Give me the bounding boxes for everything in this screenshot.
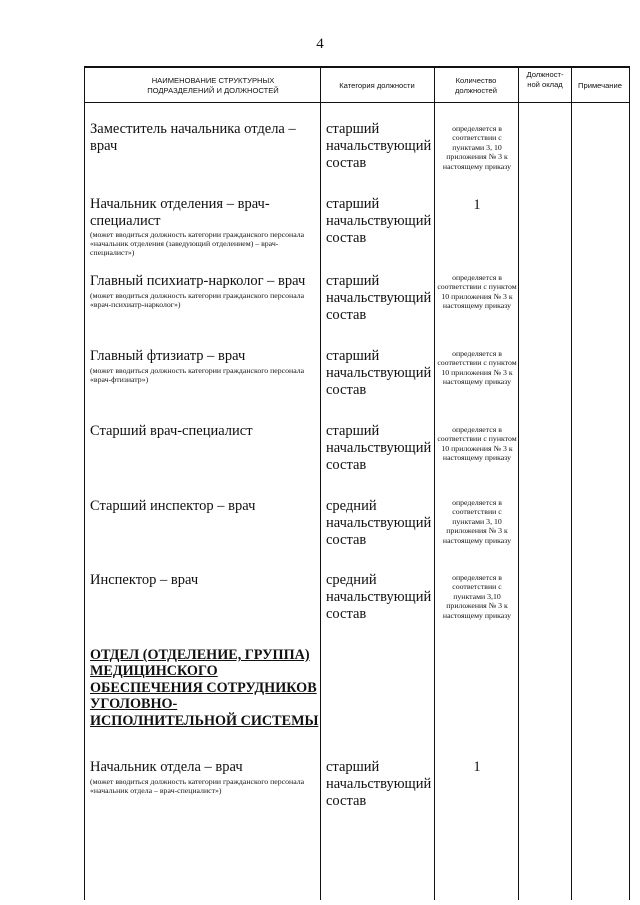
page-number: 4 [316,36,324,52]
position-cell [90,423,316,440]
header-salary: Должност-ной оклад [526,70,564,89]
quantity-cell: определяется в соответствии с пунктом 10 приложения № 3 к настоящему приказу [437,349,517,387]
position-name: Начальник отдела – врач [90,759,243,775]
position-cell [90,196,316,258]
section-heading: ОТДЕЛ (ОТДЕЛЕНИЕ, ГРУППА) МЕДИЦИНСКОГО ОБЕСПЕЧЕНИЯ СОТРУДНИКОВ УГОЛОВНО-ИСПОЛНИТЕЛЬНОЙ СИСТЕМЫ [90,647,319,729]
table-right-border [629,66,630,900]
quantity-cell: 1 [473,197,481,213]
category-cell: старший начальствующий состав [326,759,432,809]
column-divider-category [320,66,321,900]
quantity-cell: определяется в соответствии с пунктами 3, 10 приложения № 3 к настоящему приказу [442,124,512,171]
position-cell [90,572,316,589]
category-cell: старший начальствующий состав [326,423,432,473]
quantity-cell: определяется в соответствии с пунктами 3, 10 приложения № 3 к настоящему приказу [442,498,512,545]
quantity-cell: 1 [473,759,481,775]
position-cell [90,498,316,515]
position-name: Главный психиатр-нарколог – врач [90,273,306,289]
category-cell: старший начальствующий состав [326,196,432,246]
header-name: НАИМЕНОВАНИЕ СТРУКТУРНЫХ ПОДРАЗДЕЛЕНИЙ И ДОЛЖНОСТЕЙ [147,76,279,95]
category-cell: средний начальствующий состав [326,498,432,548]
position-name: Старший врач-специалист [90,423,253,439]
position-cell [90,759,316,795]
category-cell: средний начальствующий состав [326,572,432,622]
header-quantity: Количество должностей [454,76,498,95]
position-note: (может вводиться должность категории гражданского персонала «врач-фтизиатр») [90,365,305,384]
table-header-rule [84,102,630,103]
table-top-rule [84,66,630,68]
position-cell [90,121,316,154]
position-note: (может вводиться должность категории гражданского персонала «начальник отделения (заведующий отделением) – врач-специалист») [90,230,305,258]
column-divider-salary [518,66,519,900]
table-left-border [84,66,85,900]
position-note: (может вводиться должность категории гражданского персонала «врач-психиатр-нарколог») [90,290,305,309]
position-name: Инспектор – врач [90,572,199,588]
category-cell: старший начальствующий состав [326,348,432,398]
position-name: Начальник отделения – врач-специалист [90,196,270,229]
position-name: Старший инспектор – врач [90,498,256,514]
position-cell [90,273,316,309]
quantity-cell: определяется в соответствии с пунктами 3,10 приложения № 3 к настоящему приказу [442,573,512,620]
quantity-cell: определяется в соответствии с пунктом 10 приложения № 3 к настоящему приказу [437,425,517,463]
position-name: Заместитель начальника отдела – врач [90,121,296,154]
column-divider-remark [571,66,572,900]
category-cell: старший начальствующий состав [326,121,432,171]
header-remark: Примечание [578,81,622,90]
header-category: Категория должности [339,81,415,90]
category-cell: старший начальствующий состав [326,273,432,323]
quantity-cell: определяется в соответствии с пунктом 10 приложения № 3 к настоящему приказу [437,273,517,311]
position-note: (может вводиться должность категории гражданского персонала «начальник отдела – врач-специалист») [90,776,305,795]
position-name: Главный фтизиатр – врач [90,348,246,364]
position-cell [90,348,316,384]
